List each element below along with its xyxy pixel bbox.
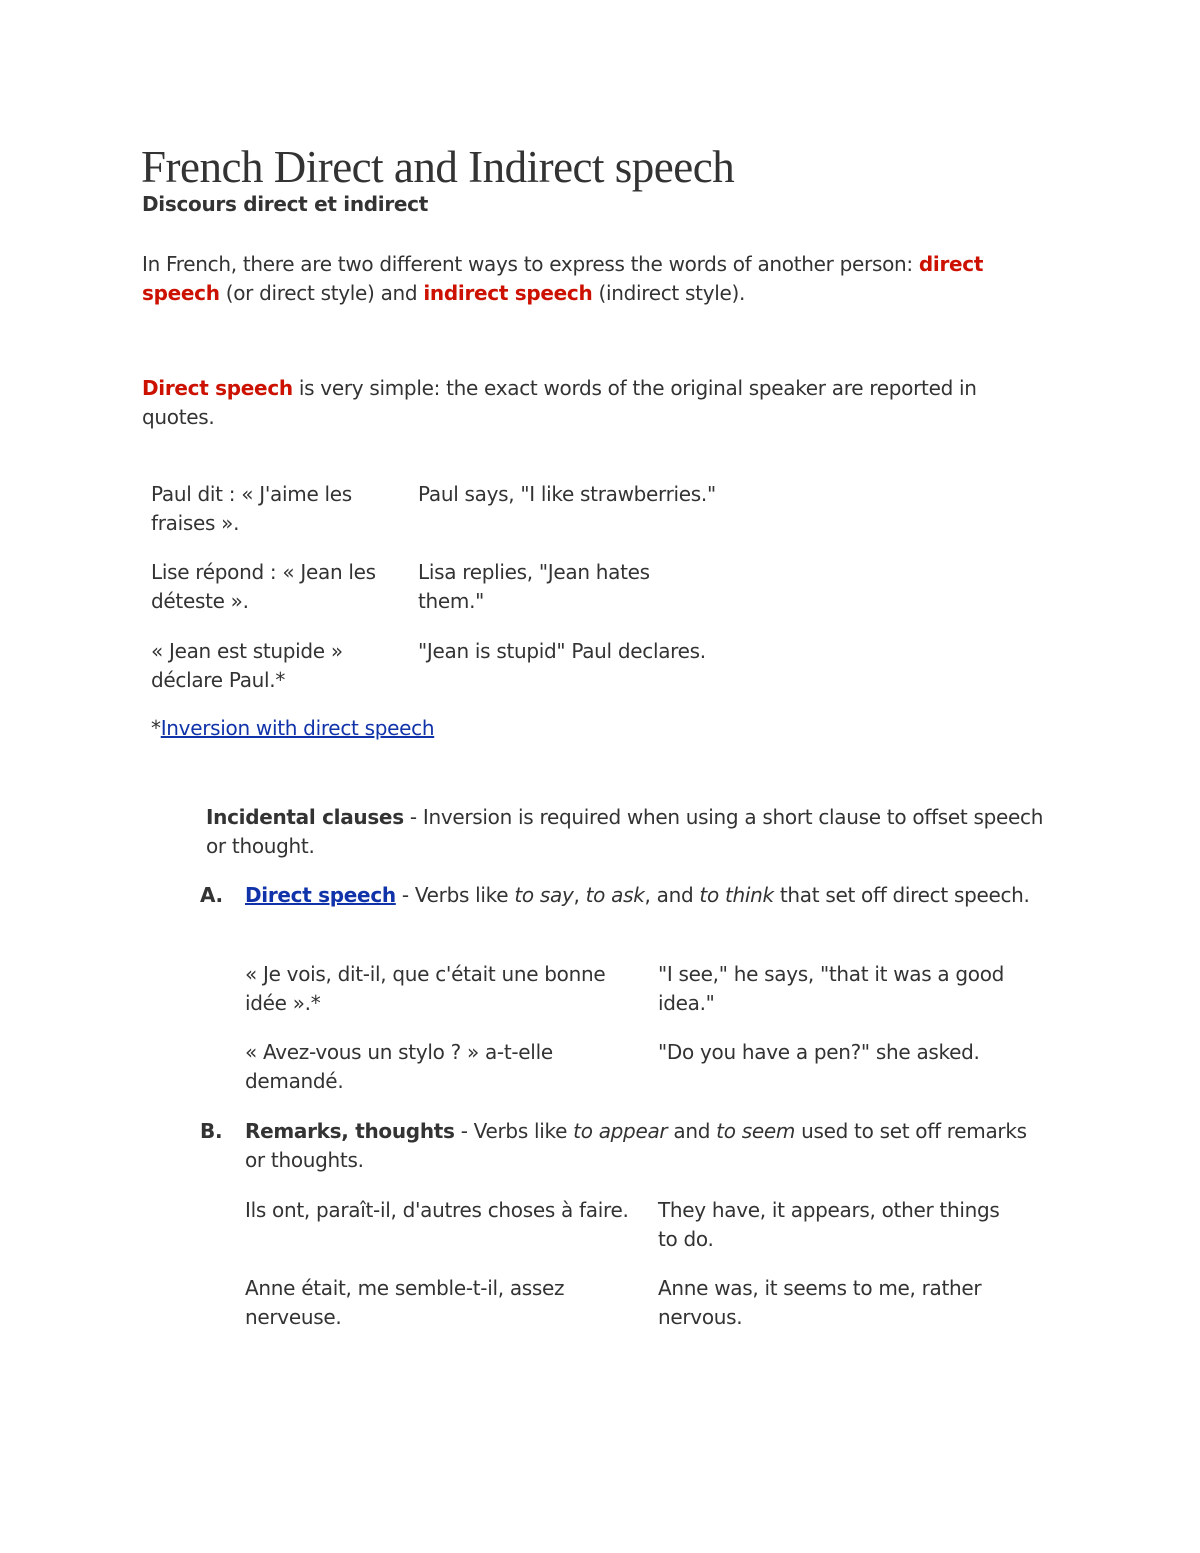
text: , and — [644, 883, 700, 907]
section-b-text — [245, 1117, 1035, 1175]
text: used to set off remarks or thoughts. — [245, 1119, 1027, 1172]
list-marker-a: A. — [200, 883, 223, 907]
example-french: Anne était, me semble-t-il, assez nerveuse. — [245, 1276, 565, 1329]
intro-text: In French, there are two different ways to express the words of another person: — [142, 252, 919, 276]
direct-speech-link[interactable]: Direct speech — [245, 883, 396, 907]
text: - Verbs like — [395, 883, 515, 907]
term-indirect-speech: indirect speech — [423, 281, 593, 305]
example-english: "I see," he says, "that it was a good idea." — [658, 962, 1005, 1015]
footnote — [151, 714, 434, 743]
direct-speech-paragraph — [142, 374, 1042, 432]
section-a-text — [245, 881, 1045, 910]
inversion-link[interactable]: Inversion with direct speech — [160, 716, 435, 740]
italic-text: to ask — [585, 883, 645, 907]
example-english: They have, it appears, other things to do. — [658, 1198, 1000, 1251]
intro-text: (or direct style) and — [219, 281, 424, 305]
example-english: Lisa replies, "Jean hates them." — [418, 560, 650, 613]
example-french: Lise répond : « Jean les déteste ». — [151, 560, 376, 613]
italic-text: to think — [699, 883, 774, 907]
text: and — [667, 1119, 717, 1143]
example-english: Paul says, "I like strawberries." — [418, 482, 716, 506]
footnote-star: * — [151, 716, 161, 740]
example-english: Anne was, it seems to me, rather nervous. — [658, 1276, 982, 1329]
remarks-term: Remarks, thoughts — [245, 1119, 455, 1143]
text: - Verbs like — [454, 1119, 574, 1143]
text: that set off direct speech. — [773, 883, 1030, 907]
intro-text: (indirect style). — [592, 281, 746, 305]
incidental-term: Incidental clauses — [206, 805, 404, 829]
list-marker-b: B. — [200, 1119, 223, 1143]
page-subtitle: Discours direct et indirect — [142, 192, 429, 216]
example-french: « Jean est stupide » déclare Paul.* — [151, 639, 343, 692]
italic-text: to appear — [573, 1119, 668, 1143]
italic-text: to seem — [716, 1119, 796, 1143]
intro-paragraph — [142, 250, 1012, 308]
example-french: Paul dit : « J'aime les fraises ». — [151, 482, 352, 535]
term-direct-speech: direct speech — [142, 252, 984, 305]
paragraph-text: - Inversion is required when using a short clause to offset speech or thought. — [206, 805, 1044, 858]
example-french: « Avez-vous un stylo ? » a-t-elle demandé. — [245, 1040, 553, 1093]
text: , — [573, 883, 586, 907]
incidental-paragraph — [206, 803, 1046, 861]
example-french: Ils ont, paraît-il, d'autres choses à faire. — [245, 1198, 629, 1222]
example-english: "Do you have a pen?" she asked. — [658, 1040, 980, 1064]
example-french: « Je vois, dit-il, que c'était une bonne idée ».* — [245, 962, 606, 1015]
term-direct-speech: Direct speech — [142, 376, 293, 400]
paragraph-text: is very simple: the exact words of the original speaker are reported in quotes. — [142, 376, 977, 429]
page-title: French Direct and Indirect speech — [141, 142, 735, 192]
italic-text: to say — [514, 883, 574, 907]
example-english: "Jean is stupid" Paul declares. — [418, 639, 706, 663]
